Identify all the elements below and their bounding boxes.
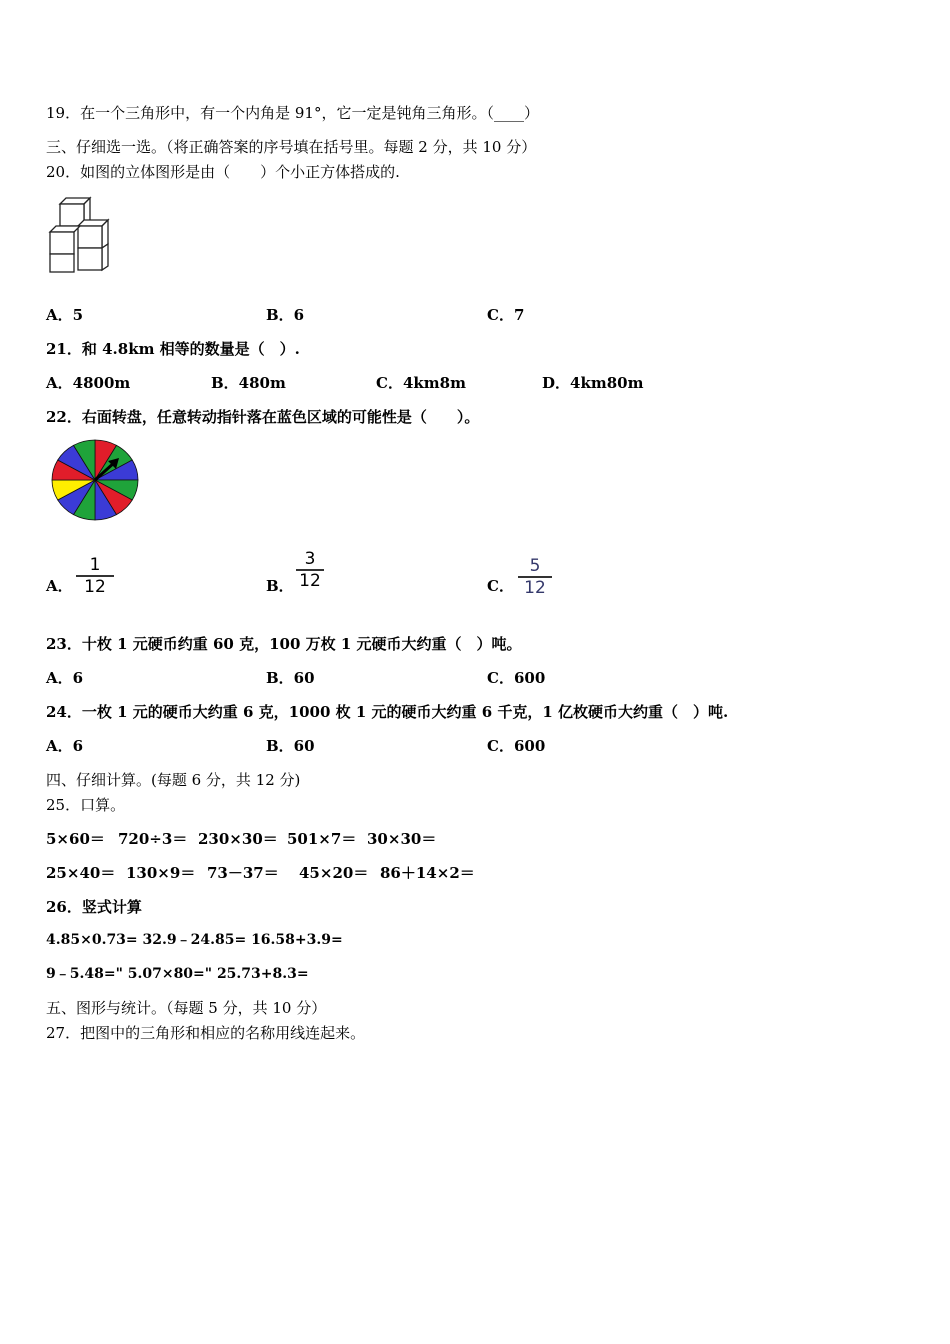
- q24-option-a[interactable]: A．6: [46, 737, 84, 755]
- question-25-stem: 25．口算。: [46, 796, 126, 814]
- q22-option-c-label[interactable]: C．: [487, 577, 514, 595]
- vertical-calc-line-2: 9﹣5.48=" 5.07×80=" 25.73+8.3=: [46, 966, 309, 982]
- q22-option-b-label[interactable]: B．: [266, 577, 294, 595]
- q24-option-b[interactable]: B．60: [266, 737, 315, 755]
- q24-option-c[interactable]: C．600: [487, 737, 546, 755]
- q22-option-a-label[interactable]: A．: [46, 577, 73, 595]
- fraction-denominator: 12: [84, 576, 106, 597]
- section-3-heading: 三、仔细选一选。（将正确答案的序号填在括号里。每题 2 分，共 10 分）: [46, 138, 537, 156]
- fraction-denominator: 12: [524, 577, 546, 598]
- q21-option-a[interactable]: A．4800m: [46, 374, 131, 392]
- question-22-stem: 22．右面转盘，任意转动指针落在蓝色区域的可能性是（ ）。: [46, 408, 480, 426]
- calc-item: 30×30＝: [367, 830, 437, 848]
- question-23-stem: 23．十枚 1 元硬币约重 60 克，100 万枚 1 元硬币大约重（ ）吨。: [46, 635, 522, 653]
- oral-calc-row-2: [46, 862, 475, 883]
- q21-option-d[interactable]: D．4km80m: [542, 374, 644, 392]
- q20-option-a[interactable]: A．5: [46, 306, 84, 324]
- fraction-denominator: 12: [299, 570, 321, 591]
- q20-option-b[interactable]: B．6: [266, 306, 305, 324]
- question-19: 19．在一个三角形中，有一个内角是 91°，它一定是钝角三角形。（____）: [46, 104, 539, 122]
- calc-item: 720÷3＝: [118, 830, 188, 848]
- fraction-numerator: 3: [304, 549, 316, 569]
- section-5-heading: 五、图形与统计。（每题 5 分，共 10 分）: [46, 999, 327, 1017]
- question-20-stem: 20．如图的立体图形是由（ ）个小正方体搭成的.: [46, 163, 400, 181]
- oral-calc-row-1: [46, 828, 436, 849]
- fraction-numerator: 5: [529, 556, 541, 576]
- calc-item: 130×9＝: [126, 864, 196, 882]
- section-4-heading: 四、仔细计算。(每题 6 分，共 12 分): [46, 771, 301, 789]
- question-24-stem: 24．一枚 1 元的硬币大约重 6 克，1000 枚 1 元的硬币大约重 6 千克，1 亿枚硬币大约重（ ）吨.: [46, 703, 729, 721]
- cube-stack-figure: [48, 196, 114, 274]
- q20-option-c[interactable]: C．7: [487, 306, 525, 324]
- fraction-numerator: 1: [89, 555, 101, 575]
- calc-item: 5×60＝: [46, 830, 105, 848]
- q22-option-a-fraction[interactable]: [76, 556, 114, 596]
- calc-item: 501×7＝: [287, 830, 357, 848]
- question-21-stem: 21．和 4.8km 相等的数量是（ ）.: [46, 340, 300, 358]
- q22-option-b-fraction[interactable]: [296, 550, 324, 590]
- q23-option-a[interactable]: A．6: [46, 669, 84, 687]
- calc-item: 25×40＝: [46, 864, 116, 882]
- q23-option-b[interactable]: B．60: [266, 669, 315, 687]
- q22-option-c-fraction[interactable]: [518, 557, 552, 597]
- q23-option-c[interactable]: C．600: [487, 669, 546, 687]
- spinner-wheel: [50, 438, 140, 522]
- calc-item: 45×20＝: [299, 864, 369, 882]
- calc-item: 230×30＝: [198, 830, 278, 848]
- q21-option-b[interactable]: B．480m: [211, 374, 286, 392]
- q21-option-c[interactable]: C．4km8m: [376, 374, 466, 392]
- question-27: 27．把图中的三角形和相应的名称用线连起来。: [46, 1024, 366, 1042]
- question-26-stem: 26．竖式计算: [46, 898, 142, 916]
- calc-item: 73－37＝: [207, 864, 279, 882]
- calc-item: 86＋14×2＝: [380, 864, 475, 882]
- vertical-calc-line-1: 4.85×0.73= 32.9﹣24.85= 16.58+3.9=: [46, 932, 343, 948]
